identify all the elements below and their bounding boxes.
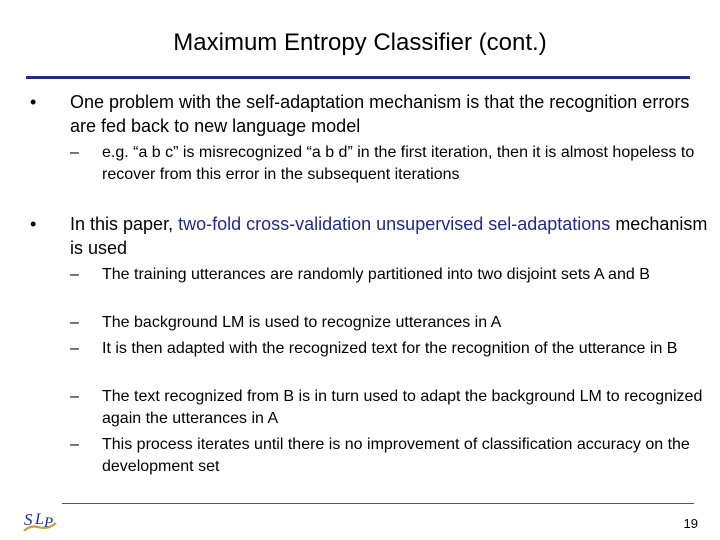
bullet-symbol: • <box>30 214 37 234</box>
bullet-item <box>30 90 710 138</box>
bullet-item <box>30 212 710 260</box>
dash-symbol: – <box>70 388 79 405</box>
svg-text:L: L <box>35 511 44 528</box>
sub-bullet-item <box>70 312 714 334</box>
sub-bullet-item <box>70 386 714 430</box>
svg-text:S: S <box>24 510 33 529</box>
bullet-text: One problem with the self-adaptation mechanism is that the recognition errors are fed back to new language model <box>70 92 690 136</box>
dash-symbol: – <box>70 266 79 283</box>
sub-bullet-item <box>70 338 714 360</box>
slide-title: Maximum Entropy Classifier (cont.) <box>173 29 547 56</box>
title-divider <box>26 76 690 79</box>
bullet-text-highlight: two-fold cross-validation unsupervised sel-adaptations <box>178 214 611 234</box>
sub-bullet-text: It is then adapted with the recognized text for the recognition of the utterance in B <box>102 340 678 357</box>
slp-logo-icon <box>20 505 60 535</box>
bullet-symbol: • <box>30 92 37 112</box>
dash-symbol: – <box>70 314 79 331</box>
sub-bullet-item <box>70 142 714 186</box>
sub-bullet-text: The text recognized from B is in turn used to adapt the background LM to recognized again the utterances in A <box>102 388 703 427</box>
dash-symbol: – <box>70 340 79 357</box>
sub-bullet-item <box>70 264 714 286</box>
sub-bullet-text: The background LM is used to recognize utterances in A <box>102 314 502 331</box>
dash-symbol: – <box>70 436 79 453</box>
page-number: 19 <box>683 516 698 531</box>
sub-bullet-text: The training utterances are randomly partitioned into two disjoint sets A and B <box>102 266 650 283</box>
dash-symbol: – <box>70 144 79 161</box>
sub-bullet-text: This process iterates until there is no improvement of classification accuracy on the development set <box>102 436 690 475</box>
footer-divider <box>62 503 694 504</box>
sub-bullet-text: e.g. “a b c” is misrecognized “a b d” in the first iteration, then it is almost hopeless to recover from this error in the subsequent iterations <box>102 144 695 183</box>
bullet-text-before: In this paper, <box>70 214 179 234</box>
bullet-text-after: mechanism is used <box>70 214 708 258</box>
sub-bullet-item <box>70 434 714 478</box>
svg-text:P: P <box>44 515 54 531</box>
